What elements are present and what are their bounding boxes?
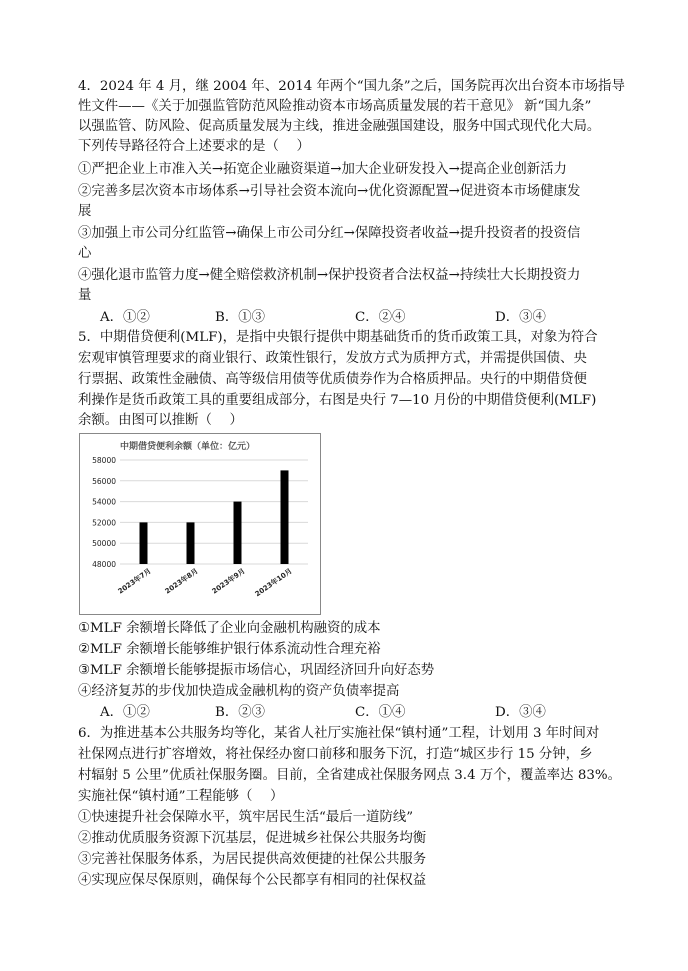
q4-line: 4．2024 年 4 月，继 2004 年、2014 年两个“国九条”之后，国务院再次出台资本市场指导 — [78, 79, 625, 94]
q4-statement: ④强化退市监管力度→健全赔偿救济机制→保护投资者合法权益→持续壮大长期投资力 — [78, 268, 581, 283]
q5-option-c[interactable]: C．①④ — [355, 705, 406, 720]
q6-statement: ②推动优质服务资源下沉基层，促进城乡社保公共服务均衡 — [78, 831, 427, 846]
q6-statement: ③完善社保服务体系，为居民提供高效便捷的社保公共服务 — [78, 852, 427, 867]
q5-line: 宏观审慎管理要求的商业银行、政策性银行，发放方式为质押方式，并需提供国债、央 — [78, 351, 587, 366]
q6-line: 6．为推进基本公共服务均等化，某省人社厅实施社保“镇村通”工程，计划用 3 年时间对 — [78, 726, 600, 741]
q5-statement: ②MLF 余额增长能够维护银行体系流动性合理充裕 — [78, 642, 381, 657]
y-tick-label: 56000 — [92, 476, 116, 486]
chart-bar — [187, 522, 195, 564]
q4-statement: ②完善多层次资本市场体系→引导社会资本流向→优化资源配置→促进资本市场健康发 — [78, 184, 581, 199]
q5-line: 5．中期借贷便利(MLF)，是指中央银行提供中期基础货币的货币政策工具，对象为符合 — [78, 330, 598, 345]
q6-line: 社保网点进行扩容增效，将社保经办窗口前移和服务下沉，打造“城区步行 15 分钟，乡 — [78, 747, 593, 762]
q5-line: 余额。由图可以推断（ ） — [78, 413, 243, 428]
q6-line: 村辐射 5 公里”优质社保服务圈。目前，全省建成社保服务网点 3.4 万个，覆盖率达 83%。 — [78, 768, 621, 783]
q5-option-d[interactable]: D．③④ — [495, 705, 546, 720]
q5-statement: ③MLF 余额增长能够提振市场信心，巩固经济回升向好态势 — [78, 663, 435, 678]
y-tick-label: 58000 — [92, 456, 116, 465]
mlf-chart — [79, 433, 321, 615]
chart-bar — [140, 522, 148, 564]
q4-option-a[interactable]: A．①② — [100, 310, 150, 325]
q4-statement: 量 — [78, 288, 92, 303]
q5-statement: ④经济复苏的步伐加快造成金融机构的资产负债率提高 — [78, 684, 400, 699]
x-tick-label: 2023年9月 — [210, 567, 247, 596]
q4-option-c[interactable]: C．②④ — [355, 310, 406, 325]
q5-line: 行票据、政策性金融债、高等级信用债等优质债券作为合格质押品。央行的中期借贷便 — [78, 372, 587, 387]
x-tick-label: 2023年7月 — [116, 567, 153, 596]
q5-line: 利操作是货币政策工具的重要组成部分，右图是央行 7—10 月份的中期借贷便利(MLF) — [78, 393, 597, 408]
x-tick-label: 2023年10月 — [253, 567, 294, 599]
q4-statement: ③加强上市公司分红监管→确保上市公司分红→保障投资者收益→提升投资者的投资信 — [78, 226, 581, 241]
q4-line: 性文件——《关于加强监管防范风险推动资本市场高质量发展的若干意见》 新“国九条” — [78, 99, 592, 114]
q4-statement: 心 — [78, 246, 92, 261]
y-tick-label: 54000 — [92, 497, 116, 507]
chart-bar — [234, 502, 242, 564]
q6-statement: ①快速提升社会保障水平，筑牢居民生活“最后一道防线” — [78, 810, 414, 825]
q5-option-b[interactable]: B．②③ — [215, 705, 266, 720]
q4-option-d[interactable]: D．③④ — [495, 310, 546, 325]
x-tick-label: 2023年8月 — [163, 567, 200, 596]
chart-title: 中期借贷便利余额（单位：亿元） — [120, 442, 256, 452]
y-tick-label: 50000 — [92, 539, 116, 549]
q4-line: 下列传导路径符合上述要求的是（ ） — [78, 139, 310, 154]
chart-bar — [281, 470, 289, 564]
q4-statement: ①严把企业上市准入关→拓宽企业融资渠道→加大企业研发投入→提高企业创新活力 — [78, 162, 567, 177]
q6-line: 实施社保“镇村通”工程能够（ ） — [78, 789, 284, 804]
y-tick-label: 48000 — [92, 560, 116, 569]
y-tick-label: 52000 — [92, 518, 116, 528]
q6-statement: ④实现应保尽保原则，确保每个公民都享有相同的社保权益 — [78, 873, 427, 888]
q4-option-b[interactable]: B．①③ — [215, 310, 266, 325]
q5-option-a[interactable]: A．①② — [100, 705, 150, 720]
q5-statement: ①MLF 余额增长降低了企业向金融机构融资的成本 — [78, 621, 381, 636]
q4-line: 以强监管、防风险、促高质量发展为主线，推进金融强国建设，服务中国式现代化大局。 — [78, 119, 601, 134]
mlf-chart-svg — [80, 434, 320, 614]
q4-statement: 展 — [78, 204, 92, 219]
